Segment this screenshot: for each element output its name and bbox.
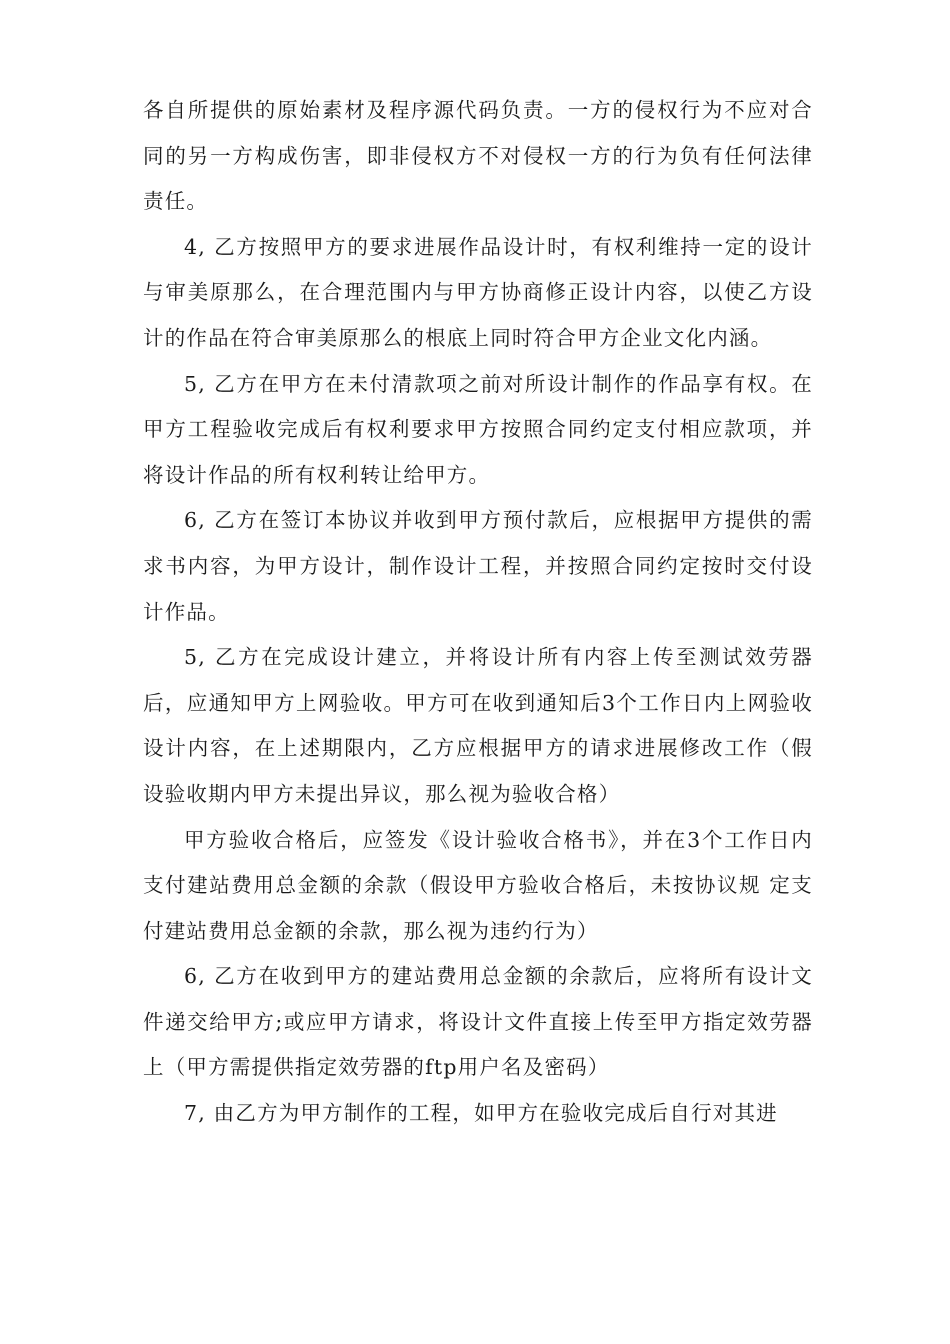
paragraph-clause-7: 7, 由乙方为甲方制作的工程，如甲方在验收完成后自行对其进 <box>184 1101 778 1126</box>
paragraph-clause-5a: 5, 乙方在甲方在未付清款项之前对所设计制作的作品享有权。在甲方工程验收完成后有权利要求甲方按照合同约定支付相应款项，并将设计作品的所有权利转让给甲方。 <box>143 371 813 487</box>
paragraph-clause-4: 4, 乙方按照甲方的要求进展作品设计时，有权利维持一定的设计与审美原那么，在合理范围内与甲方协商修正设计内容，以使乙方设计的作品在符合审美原那么的根底上同时符合甲方企业文化内涵。 <box>143 234 813 350</box>
paragraph-clause-6b: 6, 乙方在收到甲方的建站费用总金额的余款后，应将所有设计文件递交给甲方;或应甲方请求，将设计文件直接上传至甲方指定效劳器上（甲方需提供指定效劳器的ftp用户名及密码） <box>143 964 813 1080</box>
paragraph-continuation: 各自所提供的原始素材及程序源代码负责。一方的侵权行为不应对合同的另一方构成伤害，即非侵权方不对侵权一方的行为负有任何法律责任。 <box>143 98 813 214</box>
document-body <box>143 88 813 1137</box>
paragraph-clause-6a: 6, 乙方在签订本协议并收到甲方预付款后，应根据甲方提供的需求书内容，为甲方设计，制作设计工程，并按照合同约定按时交付设计作品。 <box>143 508 813 624</box>
paragraph-clause-5b: 5, 乙方在完成设计建立，并将设计所有内容上传至测试效劳器后，应通知甲方上网验收。甲方可在收到通知后3个工作日内上网验收设计内容，在上述期限内，乙方应根据甲方的请求进展修改工作（假设验收期内甲方未提出异议，那么视为验收合格） <box>143 645 813 806</box>
paragraph-acceptance: 甲方验收合格后，应签发《设计验收合格书》，并在3个工作日内支付建站费用总金额的余款（假设甲方验收合格后，未按协议规 定支付建站费用总金额的余款，那么视为违约行为） <box>143 827 813 943</box>
